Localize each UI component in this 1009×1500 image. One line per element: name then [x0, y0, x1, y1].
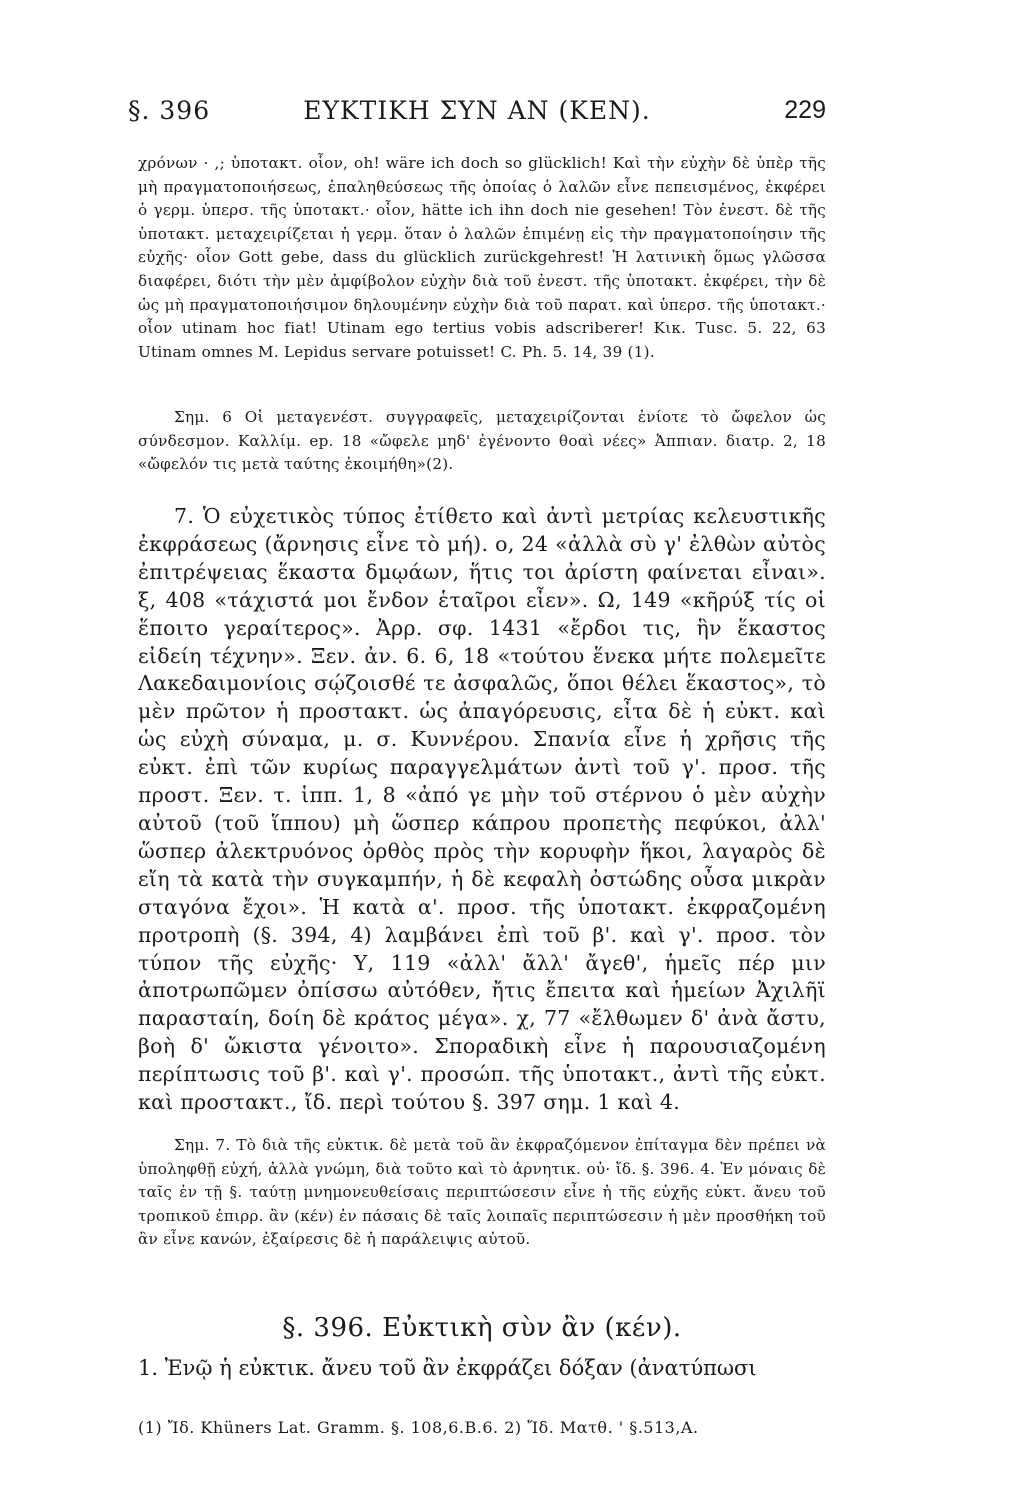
note-6: Σημ. 6 Οἱ μεταγενέστ. συγγραφεῖς, μεταχειρίζονται ἐνίοτε τὸ ὤφελον ὡς σύνδεσμον. Καλλίμ. ep. 18 «ὤφελε μηδ' ἐγένοντο θοαὶ νέες» Ἀππιαν. διατρ. 2, 18 «ὤφελόν τις μετὰ ταύτης ἐκοιμήθη»(2).: [138, 408, 826, 474]
footnote: (1) Ἴδ. Khüners Lat. Gramm. §. 108,6.B.6. 2) Ἴδ. Ματθ. ' §.513,A.: [138, 1418, 699, 1437]
page-number: 229: [784, 96, 826, 124]
note-7: Σημ. 7. Τὸ διὰ τῆς εὐκτικ. δὲ μετὰ τοῦ ἂν ἐκφραζόμενον ἐπίταγμα δὲν πρέπει νὰ ὑποληφθῇ εὐχή, ἀλλὰ γνώμη, διὰ τοῦτο καὶ τὸ ἀρνητικ. οὐ· ἴδ. §. 396. 4. Ἐν μόναις δὲ ταῖς ἐν τῇ §. ταύτῃ μνημονευθείσαις περιπτώσεσιν εἶνε ἡ τῆς εὐχῆς εὐκτ. ἄνευ τοῦ τροπικοῦ ἐπιρρ. ἂν (κέν) ἐν πάσαις δὲ ταῖς λοιπαῖς περιπτώσεσιν ἡ μὲν προσθήκη τοῦ ἂν εἶνε κανών, ἐξαίρεσις δὲ ἡ παράλειψις αὐτοῦ.: [138, 1136, 826, 1249]
header-title: ΕΥΚΤΙΚΗ ΣΥΝ ΑΝ (ΚΕΝ).: [303, 96, 651, 125]
section-heading: §. 396. Εὐκτικὴ σὺν ἂν (κέν).: [282, 1313, 682, 1343]
paragraph-1-start: 1. Ἐνῷ ἡ εὐκτικ. ἄνευ τοῦ ἂν ἐκφράζει δόξαν (ἀνατύπωσι: [138, 1356, 757, 1380]
header-section-number: §. 396: [128, 96, 211, 125]
paragraph-7: 7. Ὁ εὐχετικὸς τύπος ἐτίθετο καὶ ἀντὶ μετρίας κελευστικῆς ἐκφράσεως (ἄρνησις εἶνε τὸ μή). ο, 24 «ἀλλὰ σὺ γ' ἐλθὼν αὐτὸς ἐπιτρέψειας ἕκαστα δμῳάων, ἥτις τοι ἀρίστη φαίνεται εἶναι». ξ, 408 «τάχιστά μοι ἔνδον ἑταῖροι εἶεν». Ω, 149 «κῆρύξ τίς οἱ ἕποιτο γεραίτερος». Ἀρρ. σφ. 1431 «ἔρδοι τις, ἣν ἕκαστος εἰδείη τέχνην». Ξεν. ἀν. 6. 6, 18 «τούτου ἕνεκα μήτε πολεμεῖτε Λακεδαιμονίοις σῴζοισθέ τε ἀσφαλῶς, ὅποι θέλει ἕκαστος», τὸ μὲν πρῶτον ἡ προστακτ. ὡς ἀπαγόρευσις, εἶτα δὲ ἡ εὐκτ. καὶ ὡς εὐχὴ σύναμα, μ. σ. Κυννέρου. Σπανία εἶνε ἡ χρῆσις τῆς εὐκτ. ἐπὶ τῶν κυρίως παραγγελμάτων ἀντὶ τοῦ γ'. προσ. τῆς προστ. Ξεν. τ. ἱππ. 1, 8 «ἀπό γε μὴν τοῦ στέρνου ὁ μὲν αὐχὴν αὐτοῦ (τοῦ ἵππου) μὴ ὥσπερ κάπρου προπετὴς πεφύκοι, ἀλλ' ὥσπερ ἀλεκτρυόνος ὀρθὸς πρὸς τὴν κορυφὴν ἥκοι, λαγαρὸς δὲ εἴη τὰ κατὰ τὴν συγκαμπήν, ἡ δὲ κεφαλὴ ὀστώδης οὖσα μικρὰν σταγόνα ἔχοι». Ἡ κατὰ α'. προσ. τῆς ὑποτακτ. ἐκφραζομένη προτροπὴ (§. 394, 4) λαμβάνει ἐπὶ τοῦ β'. καὶ γ'. προσ. τὸν τύπον τῆς εὐχῆς· Υ, 119 «ἀλλ' ἄλλ' ἄγεθ', ἡμεῖς πέρ μιν ἀποτρωπῶμεν ὀπίσσω αὐτόθεν, ἤτις ἔπειτα καὶ ἡμείων Ἀχιλῆϊ παρασταίη, δοίη δὲ κράτος μέγα». χ, 77 «ἔλθωμεν δ' ἀνὰ ἄστυ, βοὴ δ' ὤκιστα γένοιτο». Σποραδικὴ εἶνε ἡ παρουσιαζομένη περίπτωσις τοῦ β'. καὶ γ'. προσώπ. τῆς ὑποτακτ., ἀντὶ τῆς εὐκτ. καὶ προστακτ., ἴδ. περὶ τούτου §. 397 σημ. 1 καὶ 4.: [138, 504, 826, 1115]
main-text: [138, 152, 826, 1390]
paragraph-intro: χρόνων · ,; ὑποτακτ. οἷον, oh! wäre ich doch so glücklich! Καὶ τὴν εὐχὴν δὲ ὑπὲρ τῆς μὴ πραγματοποιήσεως, ἐπαληθεύσεως τῆς ὁποίας ὁ λαλῶν εἶνε πεπεισμένος, ἐκφέρει ὁ γερμ. ὑπερσ. τῆς ὑποτακτ.· οἷον, hätte ich ihn doch nie gesehen! Τὸν ἐνεστ. δὲ τῆς ὑποτακτ. μεταχειρίζεται ἡ γερμ. ὅταν ὁ λαλῶν ἐπιμένῃ εἰς τὴν πραγματοποίησιν τῆς εὐχῆς· οἷον Gott gebe, dass du glücklich zurückgehrest! Ἡ λατινικὴ ὅμως γλῶσσα διαφέρει, διότι τὴν μὲν ἀμφίβολον εὐχὴν διὰ τοῦ ἐνεστ. τῆς ὑποτακτ. ἐκφέρει, τὴν δὲ ὡς μὴ πραγματοποιήσιμον δηλουμένην εὐχὴν διὰ τοῦ παρατ. καὶ ὑπερσ. τῆς ὑποτακτ.· οἷον utinam hoc fiat! Utinam ego tertius vobis adscriberer! Κικ. Tusc. 5. 22, 63 Utinam omnes M. Lepidus servare potuisset! C. Ph. 5. 14, 39 (1).: [138, 154, 826, 361]
running-header: [128, 96, 826, 136]
